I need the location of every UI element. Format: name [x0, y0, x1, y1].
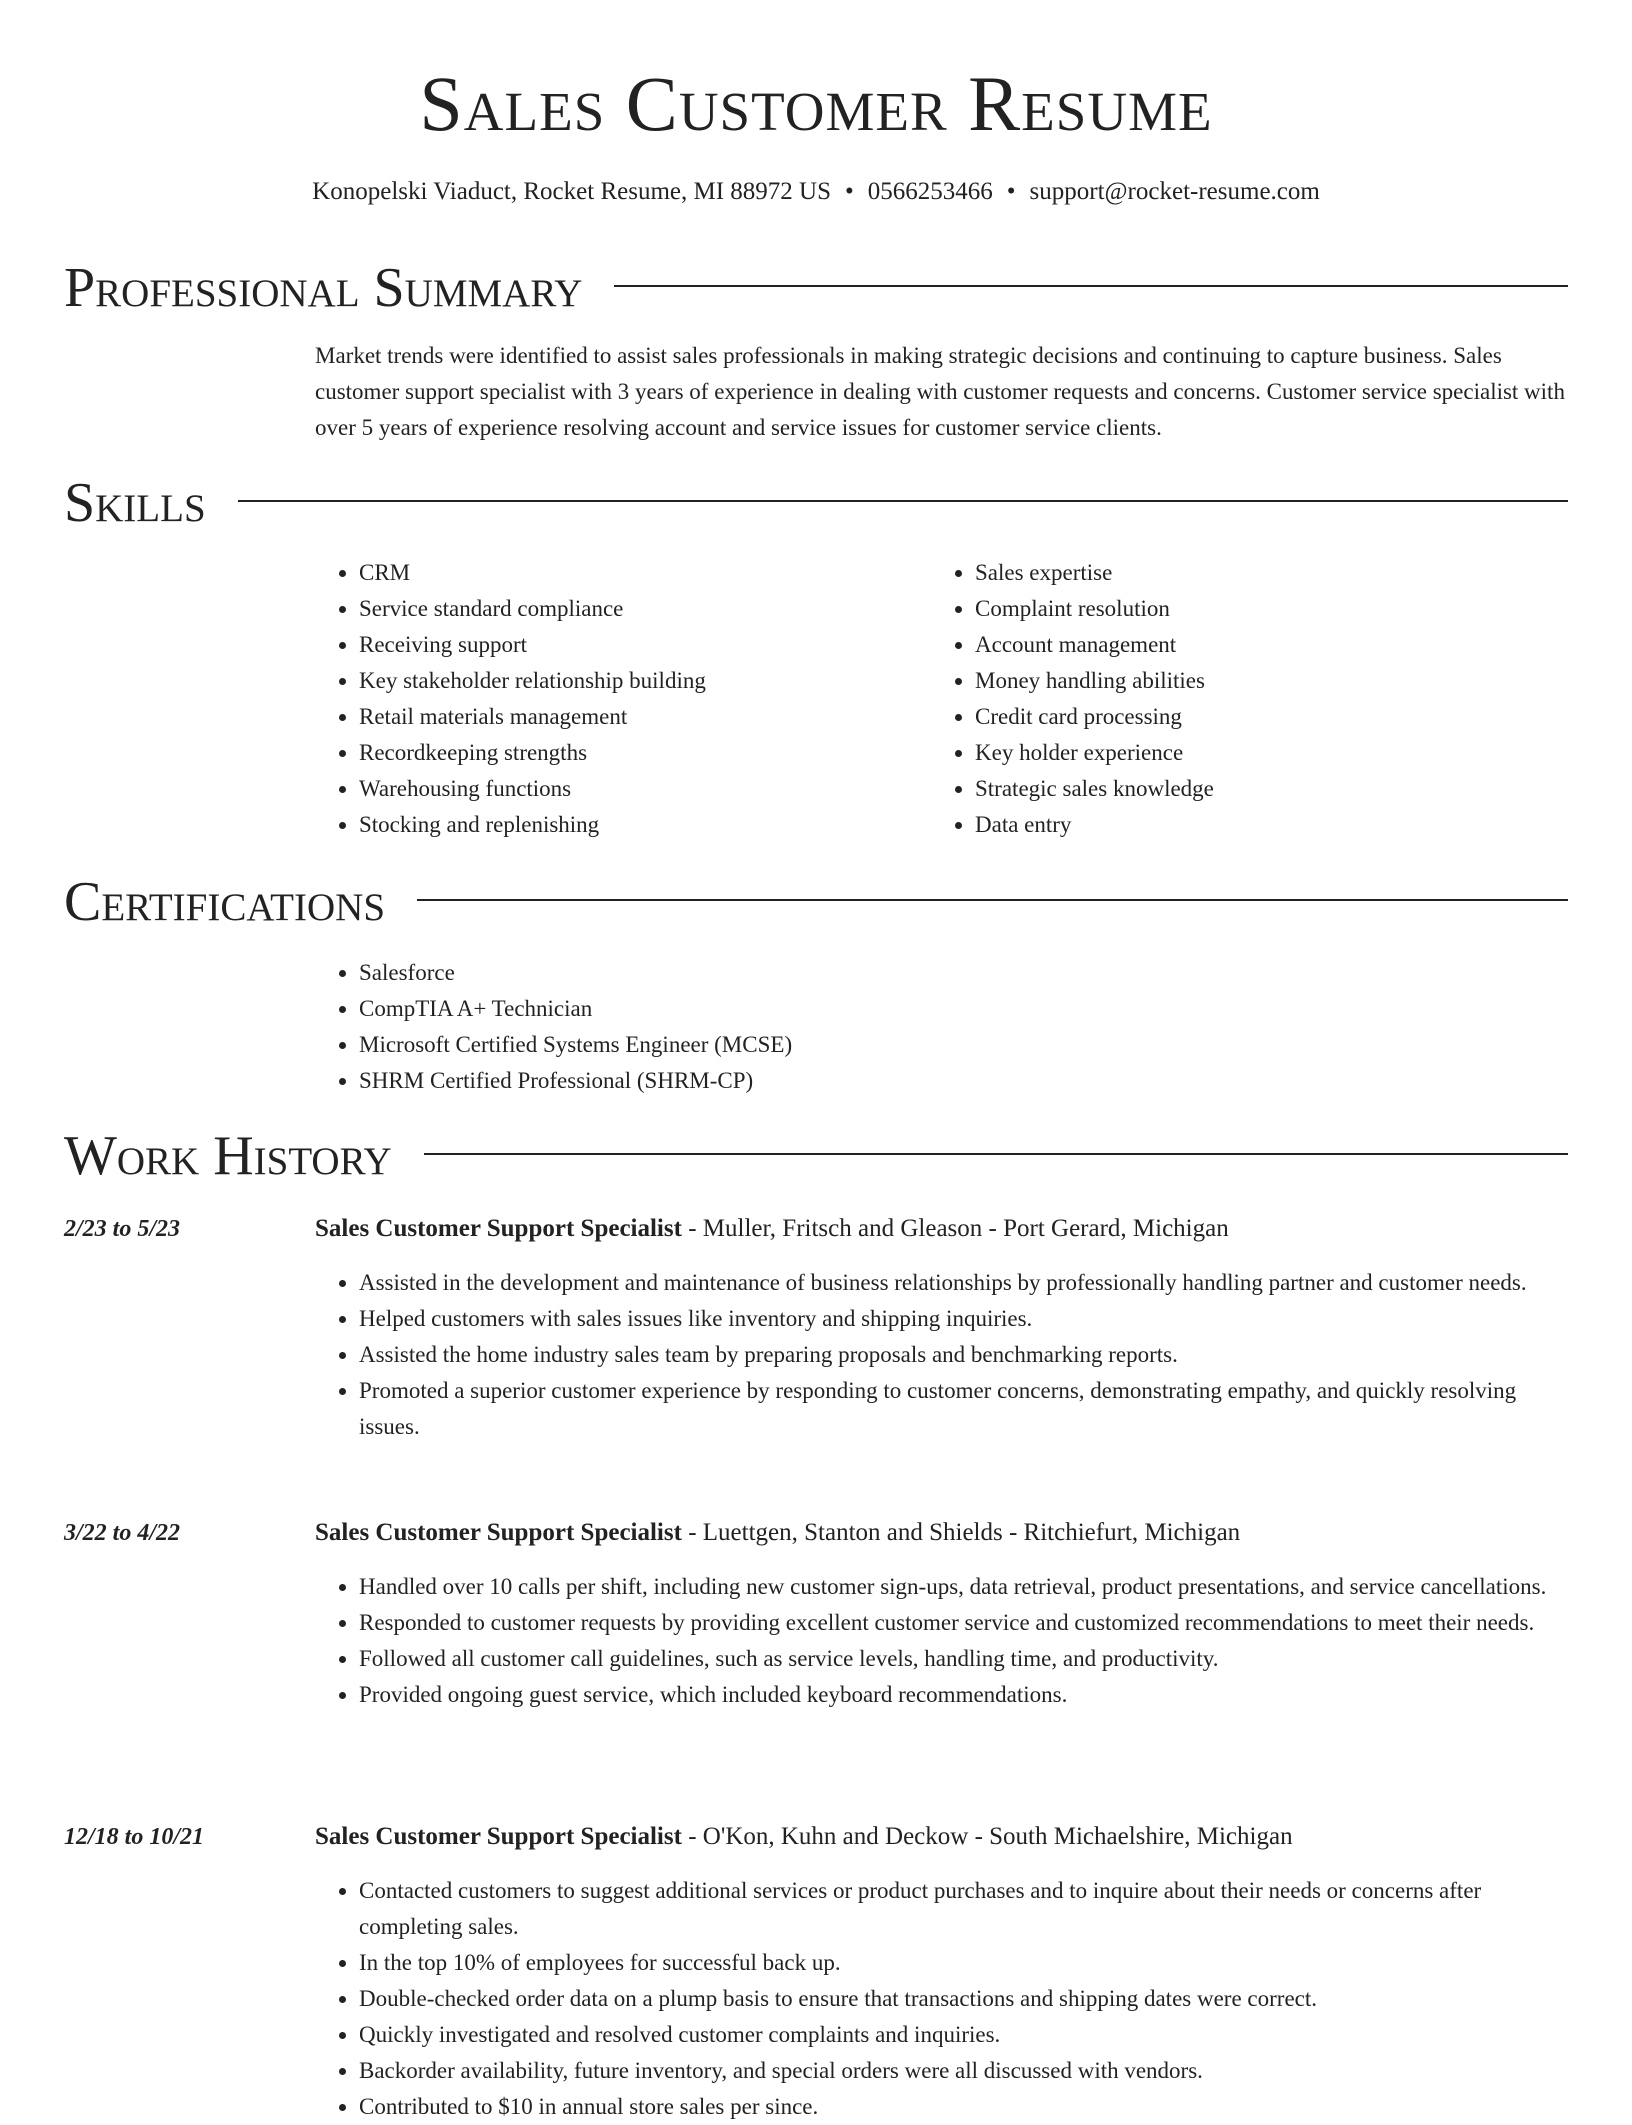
- summary-section-header: [64, 248, 1568, 328]
- job-dates: 12/18 to 10/21: [64, 1824, 205, 1850]
- skill-item: • Receiving support: [359, 627, 915, 663]
- work-history-section-header: [64, 1116, 1568, 1196]
- job-duty-item: • Handled over 10 calls per shift, including new customer sign-ups, data retrieval, product presentations, and service cancellations.: [359, 1569, 1568, 1605]
- contact-email: support@rocket-resume.com: [1029, 178, 1320, 205]
- job-duty-item: • Promoted a superior customer experience by responding to customer concerns, demonstrating empathy, and quickly resolving issues.: [359, 1373, 1568, 1445]
- job-duty-item: • Helped customers with sales issues like inventory and shipping inquiries.: [359, 1301, 1568, 1337]
- skill-item: • Recordkeeping strengths: [359, 735, 915, 771]
- job-duty-item: • Assisted the home industry sales team by preparing proposals and benchmarking reports.: [359, 1337, 1568, 1373]
- job-role: Sales Customer Support Specialist: [315, 1519, 682, 1546]
- job-dates: 3/22 to 4/22: [64, 1520, 181, 1546]
- skills-list-right: [931, 555, 1531, 843]
- job-role: Sales Customer Support Specialist: [315, 1823, 682, 1850]
- summary-text: Market trends were identified to assist sales professionals in making strategic decisions and continuing to capture business. Sales customer support specialist with 3 years of experience in dealing with customer requests and concerns. Customer service specialist with over 5 years of experience resolving account and service issues for customer service clients.: [315, 343, 1565, 440]
- skill-item: • Data entry: [975, 807, 1531, 843]
- certification-item: • Microsoft Certified Systems Engineer (MCSE): [359, 1027, 1565, 1063]
- job-duties-list: [315, 1569, 1568, 1713]
- contact-separator: •: [845, 178, 854, 205]
- skill-item: • Service standard compliance: [359, 591, 915, 627]
- skill-item: • CRM: [359, 555, 915, 591]
- job-employer-location: - O'Kon, Kuhn and Deckow - South Michaelshire, Michigan: [681, 1823, 1293, 1850]
- skill-item: • Key stakeholder relationship building: [359, 663, 915, 699]
- resume-name: Sales Customer Resume: [419, 60, 1213, 147]
- job-duty-item: • Contacted customers to suggest additional services or product purchases and to inquire about their needs or concerns after completing sales.: [359, 1873, 1568, 1945]
- skill-item: • Credit card processing: [975, 699, 1531, 735]
- certifications-list: [315, 955, 1565, 1099]
- skill-item: • Strategic sales knowledge: [975, 771, 1531, 807]
- summary-section-title: Professional Summary: [64, 257, 583, 319]
- work-history-section-title: Work History: [64, 1125, 392, 1187]
- section-divider: [424, 1153, 1568, 1155]
- skill-item: • Stocking and replenishing: [359, 807, 915, 843]
- certification-item: • CompTIA A+ Technician: [359, 991, 1565, 1027]
- skill-item: • Account management: [975, 627, 1531, 663]
- job-heading: [315, 1515, 1240, 1551]
- certification-item: • SHRM Certified Professional (SHRM-CP): [359, 1063, 1565, 1099]
- contact-line: [0, 172, 1632, 212]
- job-duty-item: • Followed all customer call guidelines, such as service levels, handling time, and productivity.: [359, 1641, 1568, 1677]
- skill-item: • Complaint resolution: [975, 591, 1531, 627]
- contact-separator: •: [1006, 178, 1016, 205]
- skill-item: • Warehousing functions: [359, 771, 915, 807]
- job-duties-list: [315, 1873, 1568, 2125]
- job-duties: [315, 1265, 1568, 1445]
- job-heading: [315, 1819, 1293, 1855]
- certification-item: • Salesforce: [359, 955, 1565, 991]
- job-duties: [315, 1873, 1568, 2125]
- contact-phone: 0566253466: [867, 178, 993, 205]
- skill-item: • Sales expertise: [975, 555, 1531, 591]
- certifications-section-title: Certifications: [64, 871, 386, 933]
- job-heading: [315, 1211, 1229, 1247]
- job-duty-item: • Backorder availability, future inventory, and special orders were all discussed with vendors.: [359, 2053, 1568, 2089]
- skills-section-title: Skills: [64, 472, 206, 534]
- job-employer-location: - Luettgen, Stanton and Shields - Ritchiefurt, Michigan: [681, 1519, 1241, 1546]
- job-role: Sales Customer Support Specialist: [315, 1215, 682, 1242]
- job-dates: 2/23 to 5/23: [64, 1216, 181, 1242]
- job-duty-item: • Quickly investigated and resolved customer complaints and inquiries.: [359, 2017, 1568, 2053]
- job-duty-item: • Responded to customer requests by providing excellent customer service and customized recommendations to meet their needs.: [359, 1605, 1568, 1641]
- skills-column-right: [931, 555, 1531, 843]
- section-divider: [614, 285, 1568, 287]
- contact-address: Konopelski Viaduct, Rocket Resume, MI 88972 US: [312, 178, 831, 205]
- skills-section-header: [64, 463, 1568, 543]
- job-duty-item: • Double-checked order data on a plump basis to ensure that transactions and shipping dates were correct.: [359, 1981, 1568, 2017]
- section-divider: [417, 899, 1568, 901]
- job-duty-item: • Provided ongoing guest service, which included keyboard recommendations.: [359, 1677, 1568, 1713]
- job-duty-item: • In the top 10% of employees for successful back up.: [359, 1945, 1568, 1981]
- section-divider: [238, 500, 1568, 502]
- job-duties-list: [315, 1265, 1568, 1445]
- skill-item: • Money handling abilities: [975, 663, 1531, 699]
- job-employer-location: - Muller, Fritsch and Gleason - Port Gerard, Michigan: [681, 1215, 1229, 1242]
- certifications-block: [315, 955, 1565, 1099]
- job-duty-item: • Assisted in the development and maintenance of business relationships by professionally handling partner and customer needs.: [359, 1265, 1568, 1301]
- job-duty-item: • Contributed to $10 in annual store sales per since.: [359, 2089, 1568, 2125]
- skill-item: • Retail materials management: [359, 699, 915, 735]
- certifications-section-header: [64, 862, 1568, 942]
- skill-item: • Key holder experience: [975, 735, 1531, 771]
- skills-list-left: [315, 555, 915, 843]
- job-duties: [315, 1569, 1568, 1713]
- skills-column-left: [315, 555, 915, 843]
